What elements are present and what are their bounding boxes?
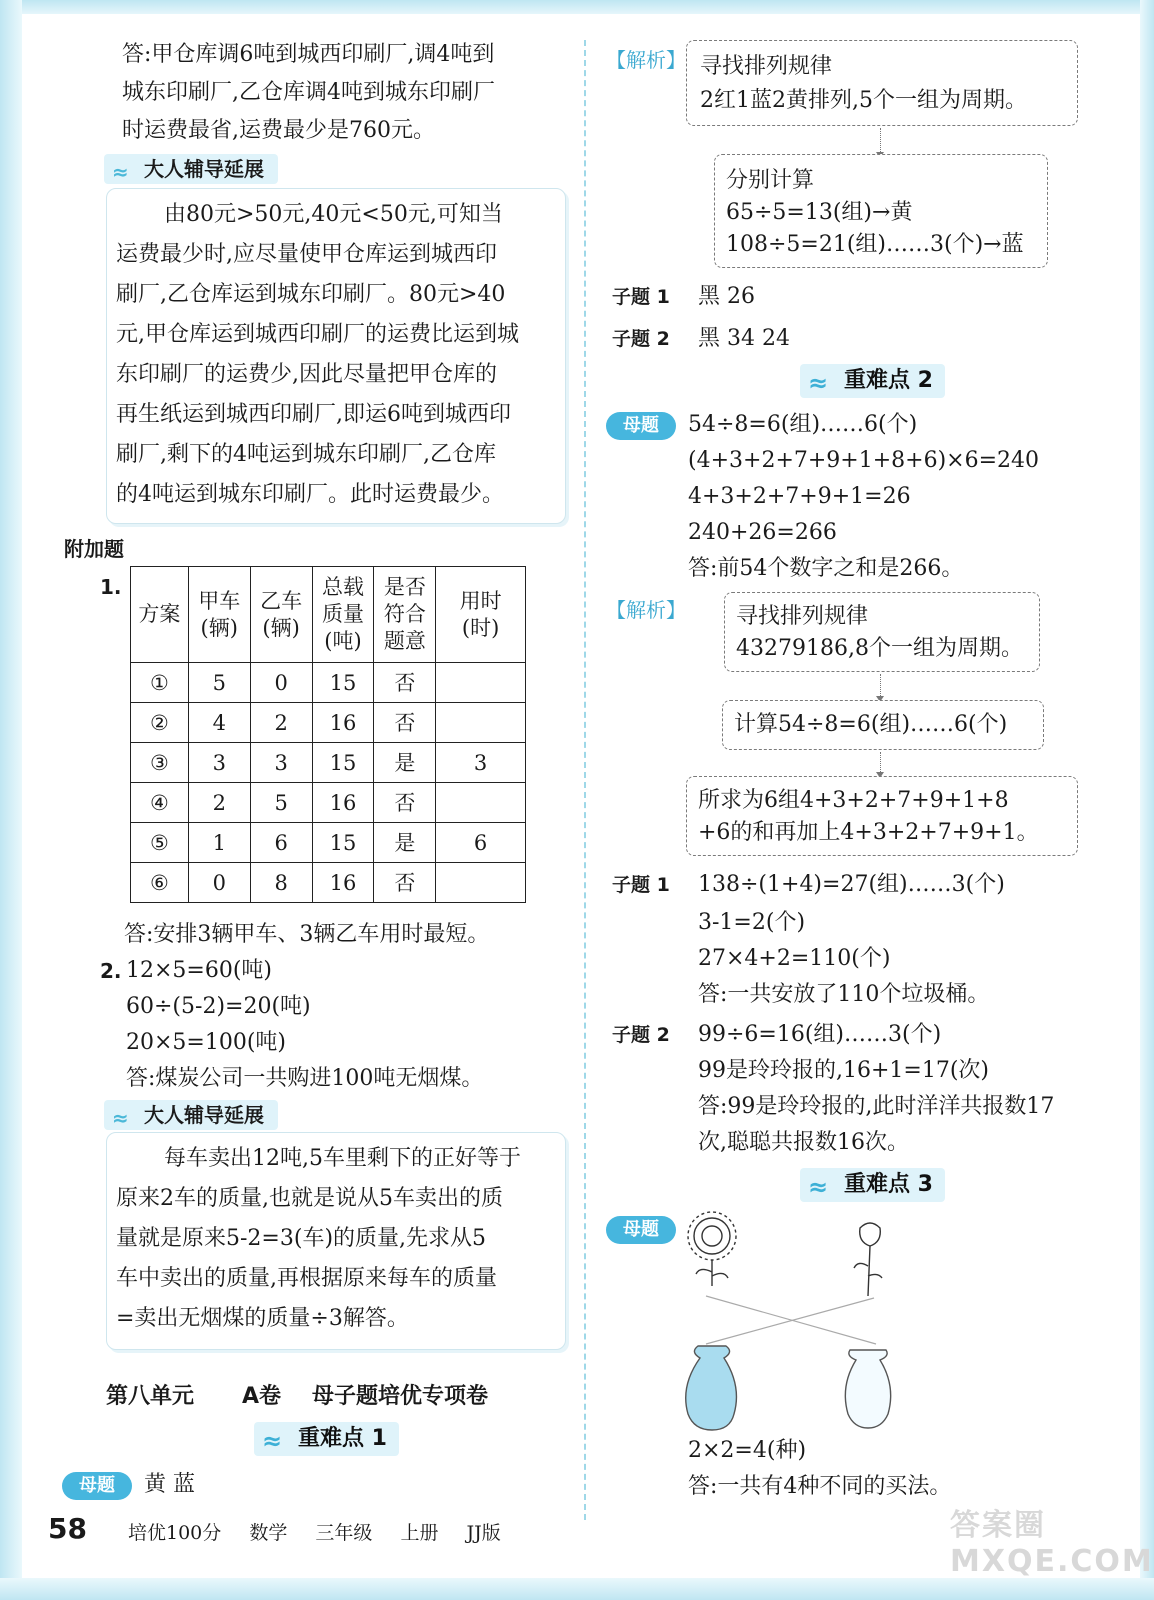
table-cell: 否 [374,783,436,823]
sub-question-label: 子题 2 [612,328,670,350]
page-number: 58 [48,1512,87,1545]
analysis-label: 【解析】 [606,598,686,622]
table-cell: 4 [188,703,250,743]
table-cell: 否 [374,863,436,903]
column-divider [584,40,586,1520]
table-cell [436,703,526,743]
sub-line: 138÷(1+4)=27(组)……3(个) [698,872,1005,897]
unit-paper: A卷 [242,1384,282,1409]
q1-answer: 答:安排3辆甲车、3辆乙车用时最短。 [124,922,490,947]
key-point-title [254,1422,399,1456]
ext-line: 东印刷厂的运费少,因此尽量把甲仓库的 [116,362,497,387]
mother-line: 答:一共有4种不同的买法。 [688,1474,952,1499]
table-cell: 16 [312,703,374,743]
sub-question-label: 子题 1 [612,286,670,308]
mother-line: 240+26=266 [688,520,837,545]
table-cell: 15 [312,823,374,863]
blue-vase-icon [686,1346,737,1430]
edition: JJ版 [466,1522,501,1544]
question-number: 1. [100,575,122,599]
table-cell: 3 [188,743,250,783]
plan-table [130,566,526,903]
grade: 三年级 [315,1522,373,1544]
table-cell: 15 [312,743,374,783]
analysis-line: 寻找排列规律 [736,604,869,629]
table-cell: ③ [131,743,189,783]
key-point-text: 重难点 1 [298,1426,387,1451]
sub-question-label: 子题 1 [612,874,670,896]
col-header-car-b: 乙车 (辆) [250,567,312,663]
q2-line: 60÷(5-2)=20(吨) [126,994,311,1019]
table-cell: 6 [436,823,526,863]
mother-line: (4+3+2+7+9+1+8+6)×6=240 [688,448,1040,473]
analysis-line: 2红1蓝2黄排列,5个一组为周期。 [700,88,1027,113]
wave-icon: ≈ [262,1427,283,1455]
table-cell: 0 [188,863,250,903]
q2-line: 20×5=100(吨) [126,1030,287,1055]
chrysanthemum-icon [688,1212,736,1286]
page-border-right [1140,0,1154,1600]
sub-line: 3-1=2(个) [698,910,806,935]
ext-line: 由80元>50元,40元<50元,可知当 [164,202,503,227]
table-cell [436,663,526,703]
wave-icon: ≈ [808,1173,829,1201]
table-cell: 否 [374,703,436,743]
sub-line: 99÷6=16(组)……3(个) [698,1022,942,1047]
table-cell: 是 [374,743,436,783]
watermark: 答案圈 MXQE.COM [950,1508,1154,1579]
mother-line: 2×2=4(种) [688,1438,807,1463]
table-cell: 1 [188,823,250,863]
answer-line: 答:甲仓库调6吨到城西印刷厂,调4吨到 [122,42,495,67]
col-header-car-a: 甲车 (辆) [188,567,250,663]
col-header-time: 用时 (时) [436,567,526,663]
table-cell: ④ [131,783,189,823]
table-cell: 否 [374,663,436,703]
sub-line: 答:99是玲玲报的,此时洋洋共报数17 [698,1094,1055,1119]
table-cell: 8 [250,863,312,903]
col-header-plan: 方案 [131,567,189,663]
table-cell: 2 [250,703,312,743]
extension-title-text: 大人辅导延展 [144,157,264,181]
col-header-valid: 是否 符合 题意 [374,567,436,663]
sub-answer: 黑 34 24 [698,326,790,351]
wave-icon: ≈ [112,1106,129,1130]
table-cell: 5 [250,783,312,823]
analysis-line: 43279186,8个一组为周期。 [736,636,1023,661]
col-header-load: 总载 质量 (吨) [312,567,374,663]
question-number: 2. [100,959,122,983]
book-name: 培优100分 [128,1522,222,1544]
ext-line: 每车卖出12吨,5车里剩下的正好等于 [164,1146,521,1171]
extension-title [104,154,278,184]
wave-icon: ≈ [808,369,829,397]
analysis-line: 108÷5=21(组)……3(个)→蓝 [726,232,1024,257]
table-cell: ⑤ [131,823,189,863]
analysis-line: 65÷5=13(组)→黄 [726,200,913,225]
analysis-label: 【解析】 [606,48,686,72]
mother-answer: 黄 蓝 [144,1472,195,1497]
key-point-title [800,364,945,398]
table-cell: 3 [436,743,526,783]
table-cell: ② [131,703,189,743]
volume: 上册 [400,1522,439,1544]
footer-info [128,1518,523,1545]
ext-line: 元,甲仓库运到城西印刷厂的运费比运到城 [116,322,519,347]
table-cell: 是 [374,823,436,863]
table-row [131,863,526,903]
sub-line: 99是玲玲报的,16+1=17(次) [698,1058,990,1083]
key-point-text: 重难点 2 [844,368,933,393]
ext-line: 量就是原来5-2=3(车)的质量,先求从5 [116,1226,487,1251]
wave-icon: ≈ [112,160,129,184]
sub-line: 27×4+2=110(个) [698,946,891,971]
analysis-line: +6的和再加上4+3+2+7+9+1。 [698,820,1039,845]
ext-line: 刷厂,乙仓库运到城东印刷厂。80元>40 [116,282,506,307]
flow-arrow [880,128,882,152]
table-cell [436,783,526,823]
analysis-line: 计算54÷8=6(组)……6(个) [734,712,1008,737]
ext-line: 再生纸运到城西印刷厂,即运6吨到城西印 [116,402,511,427]
rose-icon [854,1223,882,1296]
q2-line: 答:煤炭公司一共购进100吨无烟煤。 [126,1066,484,1091]
table-row [131,783,526,823]
key-point-title [800,1168,945,1202]
page-border-left [0,0,22,1600]
answer-line: 城东印刷厂,乙仓库调4吨到城东印刷厂 [122,80,495,105]
q2-line: 12×5=60(吨) [126,958,273,983]
ext-line: 运费最少时,应尽量使甲仓库运到城西印 [116,242,497,267]
analysis-line: 分别计算 [726,168,815,193]
answer-line: 时运费最省,运费最少是760元。 [122,118,435,143]
analysis-line: 所求为6组4+3+2+7+9+1+8 [698,788,1009,813]
table-cell: 3 [250,743,312,783]
flow-arrow [880,674,882,696]
table-cell: 16 [312,863,374,903]
table-cell: 2 [188,783,250,823]
table-row [131,663,526,703]
mother-line: 54÷8=6(组)……6(个) [688,412,918,437]
connection-lines [706,1296,876,1344]
unit-subtitle: 母子题培优专项卷 [312,1384,489,1409]
extension-title-text: 大人辅导延展 [144,1103,264,1127]
ext-line: 刷厂,剩下的4吨运到城东印刷厂,乙仓库 [116,442,496,467]
extension-title [104,1100,278,1130]
page-border-top [0,0,1154,14]
table-header-row [131,567,526,663]
sub-question-label: 子题 2 [612,1024,670,1046]
table-cell: 16 [312,783,374,823]
sub-line: 答:一共安放了110个垃圾桶。 [698,982,990,1007]
analysis-line: 寻找排列规律 [700,54,833,79]
table-cell: ① [131,663,189,703]
table-row [131,743,526,783]
flow-arrow [880,752,882,772]
ext-line: 原来2车的质量,也就是说从5车卖出的质 [116,1186,503,1211]
table-row [131,823,526,863]
extra-question-title: 附加题 [64,537,124,561]
flower-vase-illustration [670,1206,930,1438]
key-point-text: 重难点 3 [844,1172,933,1197]
ext-line: 的4吨运到城东印刷厂。此时运费最少。 [116,482,504,507]
table-cell: 5 [188,663,250,703]
table-cell: 15 [312,663,374,703]
mother-question-badge: 母题 [62,1472,132,1500]
subject: 数学 [249,1522,288,1544]
table-row [131,703,526,743]
ext-line: 车中卖出的质量,再根据原来每车的质量 [116,1266,497,1291]
mother-question-badge: 母题 [606,1216,676,1244]
sub-answer: 黑 26 [698,284,755,309]
mother-line: 4+3+2+7+9+1=26 [688,484,911,509]
mother-line: 答:前54个数字之和是266。 [688,556,964,581]
sub-line: 次,聪聪共报数16次。 [698,1130,909,1155]
white-vase-icon [845,1350,890,1428]
unit-title: 第八单元 [106,1384,195,1409]
table-cell: 0 [250,663,312,703]
table-cell: 6 [250,823,312,863]
table-cell [436,863,526,903]
page-border-bottom [0,1578,1154,1600]
table-cell: ⑥ [131,863,189,903]
ext-line: =卖出无烟煤的质量÷3解答。 [116,1306,409,1331]
mother-question-badge: 母题 [606,412,676,440]
